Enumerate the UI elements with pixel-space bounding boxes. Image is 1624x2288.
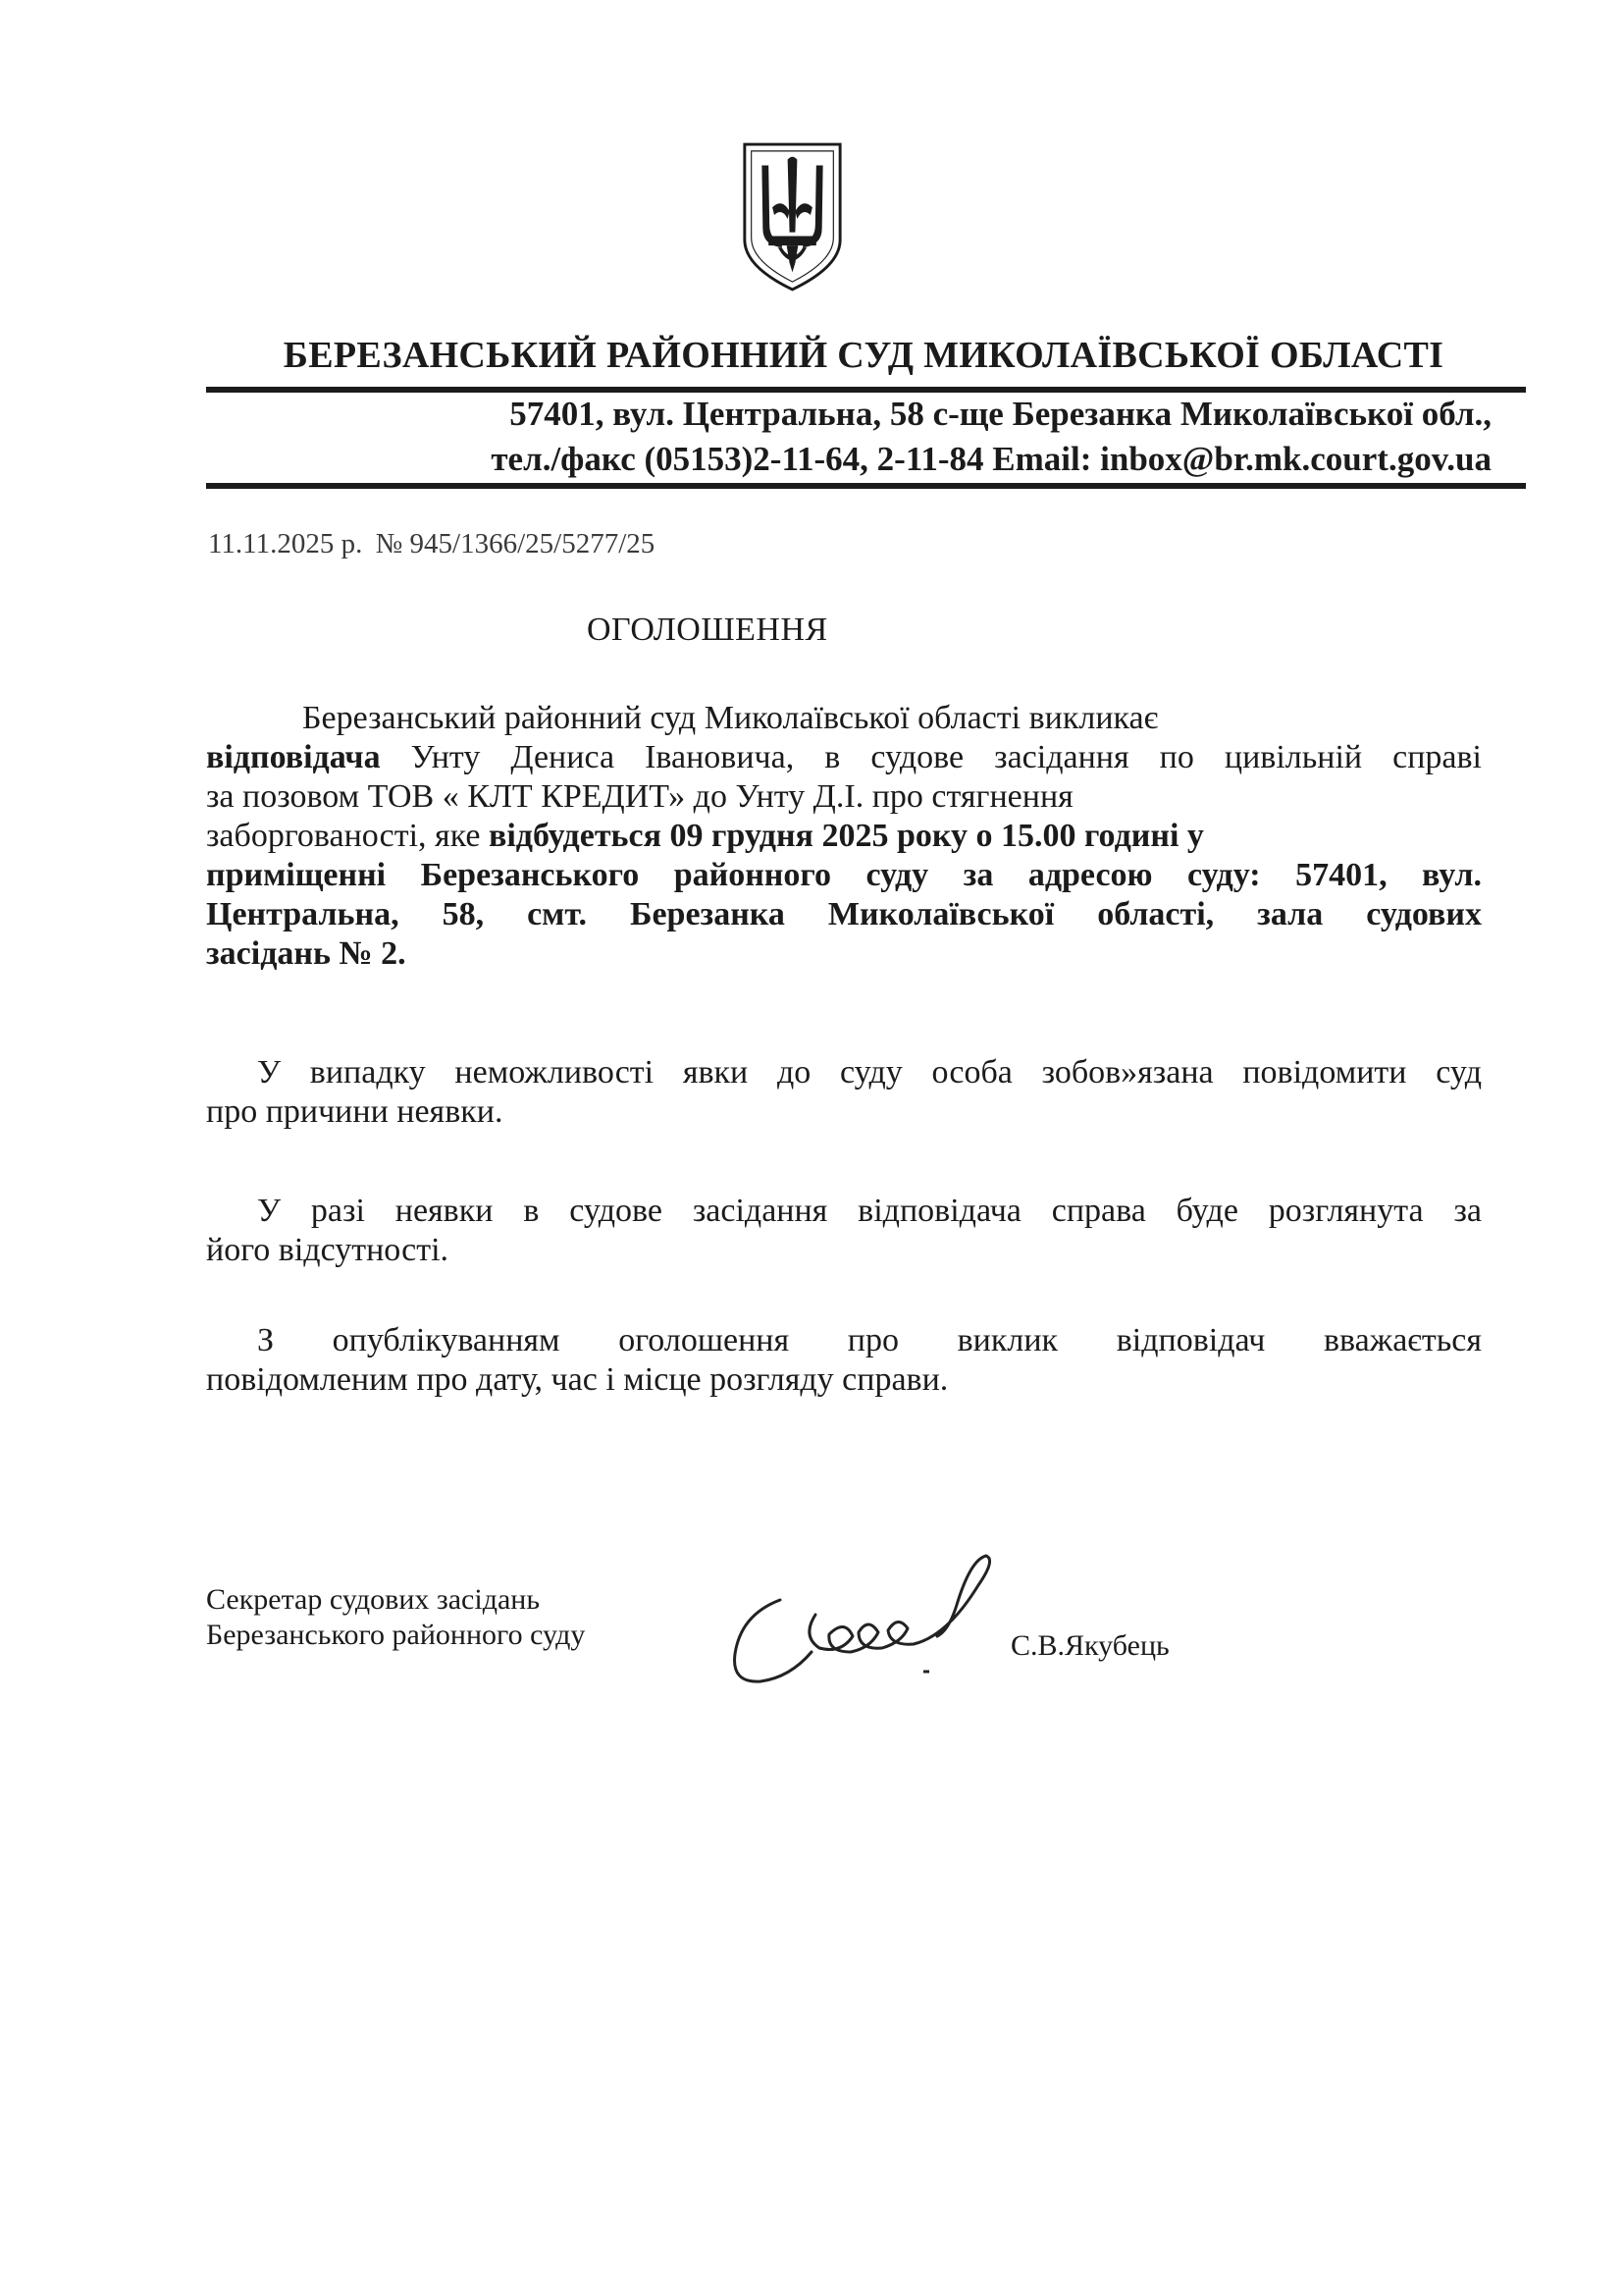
absence-line-1: У випадку неможливості явки до суду особа зобов»язана повідомити суд	[257, 1054, 1482, 1091]
default-line-2: його відсутності.	[206, 1232, 449, 1268]
summons-line-2	[206, 738, 1482, 777]
absence-line-2: про причини неявки.	[206, 1093, 503, 1130]
header-divider-bottom	[206, 483, 1526, 489]
header-divider-top	[206, 387, 1526, 393]
notice-title: ОГОЛОШЕННЯ	[587, 612, 828, 648]
document-date: 11.11.2025 р.	[208, 528, 363, 559]
summons-line-7: засідань № 2.	[206, 935, 406, 972]
summons-paragraph	[206, 699, 1482, 974]
defendant-name: Унту Дениса Івановича, в судове засідання по цивільній справі	[410, 739, 1483, 775]
handwritten-signature	[721, 1546, 1035, 1718]
signer-name: С.В.Якубець	[1011, 1629, 1170, 1662]
debt-text: заборгованості, яке	[206, 818, 489, 854]
document-number: № 945/1366/25/5277/25	[375, 528, 655, 559]
default-hearing-paragraph	[206, 1192, 1482, 1270]
defendant-label: відповідача	[206, 739, 381, 775]
hearing-date-time: відбудеться 09 грудня 2025 року о 15.00 годині у	[488, 818, 1204, 854]
signatory-position-line-2: Березанського районного суду	[206, 1619, 586, 1651]
publication-paragraph	[206, 1321, 1482, 1400]
trident-coat-of-arms-icon	[740, 140, 845, 293]
summons-line-1: Березанський районний суд Миколаївської області викликає	[302, 700, 1159, 736]
court-name-heading: БЕРЕЗАНСЬКИЙ РАЙОННИЙ СУД МИКОЛАЇВСЬКОЇ ОБЛАСТІ	[283, 335, 1444, 376]
court-contacts: тел./факс (05153)2-11-64, 2-11-84 Email: inbox@br.mk.court.gov.ua	[491, 440, 1492, 478]
signatory-position-line-1: Секретар судових засідань	[206, 1583, 541, 1616]
court-address: 57401, вул. Центральна, 58 с-ще Березанка Миколаївської обл.,	[509, 395, 1492, 433]
summons-line-5: приміщенні Березанського районного суду за адресою суду: 57401, вул.	[206, 857, 1482, 893]
publication-line-2: повідомленим про дату, час і місце розгляду справи.	[206, 1361, 949, 1398]
signatory-position	[206, 1582, 585, 1653]
summons-line-6: Центральна, 58, смт. Березанка Миколаївської області, зала судових	[206, 896, 1482, 932]
document-reference	[208, 528, 660, 560]
summons-line-4	[206, 817, 1482, 856]
publication-line-1: З опублікуванням оголошення про виклик відповідач вважається	[257, 1322, 1482, 1358]
absence-notification-paragraph	[206, 1053, 1482, 1132]
summons-line-3: за позовом ТОВ « КЛТ КРЕДИТ» до Унту Д.І. про стягнення	[206, 778, 1074, 815]
default-line-1: У разі неявки в судове засідання відповідача справа буде розглянута за	[257, 1193, 1482, 1229]
